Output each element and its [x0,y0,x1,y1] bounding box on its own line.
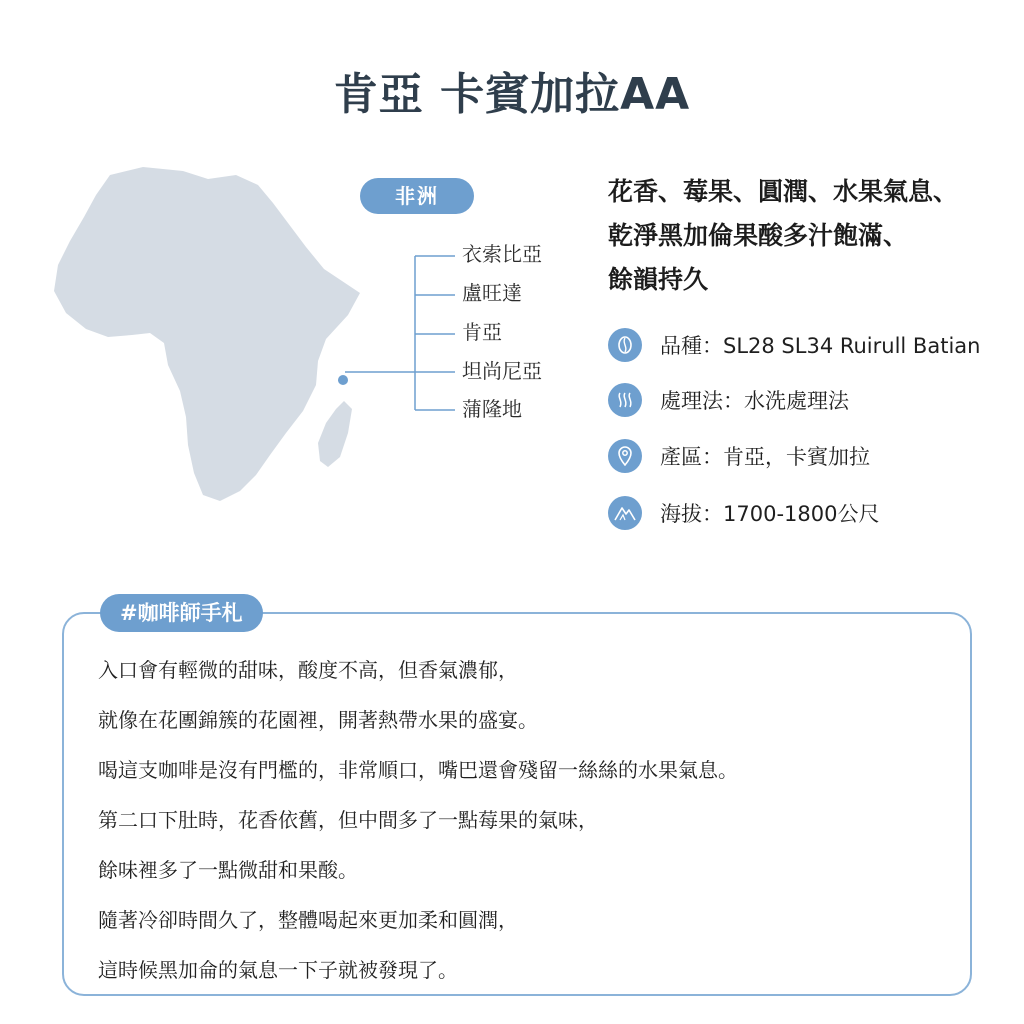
mountain-icon [608,496,642,530]
note-line: 入口會有輕微的甜味，酸度不高，但香氣濃郁， [98,658,518,682]
note-line: 喝這支咖啡是沒有門檻的，非常順口，嘴巴還會殘留一絲絲的水果氣息。 [98,758,738,782]
africa-map [48,165,368,510]
country-item: 盧旺達 [462,281,522,305]
note-line: 第二口下肚時，花香依舊，但中間多了一點莓果的氣味， [98,808,598,832]
steam-waves-icon [608,383,642,417]
location-pin-icon [608,439,642,473]
flavor-line: 餘韻持久 [608,265,709,294]
flavor-line: 花香、莓果、圓潤、水果氣息、 [608,177,959,206]
spec-process [608,380,849,420]
country-tree-lines [340,250,470,420]
spec-text: 海拔：1700-1800公尺 [660,502,880,526]
country-item: 坦尚尼亞 [462,359,542,383]
country-item: 衣索比亞 [462,242,542,266]
country-item: 肯亞 [462,320,502,344]
spec-text: 品種：SL28 SL34 Ruirull Batian [660,334,981,358]
spec-text: 處理法：水洗處理法 [660,389,849,413]
note-line: 餘味裡多了一點微甜和果酸。 [98,858,358,882]
page-title: 肯亞 卡賓加拉AA [333,69,691,120]
note-line: 就像在花團錦簇的花園裡，開著熱帶水果的盛宴。 [98,708,538,732]
note-line: 這時候黑加侖的氣息一下子就被發現了。 [98,958,458,982]
note-line: 隨著冷卻時間久了，整體喝起來更加柔和圓潤， [98,908,518,932]
africa-continent-shape [54,167,360,501]
region-badge: 非洲 [360,178,474,214]
barista-notes-text [98,645,738,995]
country-item: 蒲隆地 [462,397,522,421]
spec-altitude [608,493,879,533]
spec-variety [608,325,980,365]
barista-notes-tag: #咖啡師手札 [100,594,263,632]
flavor-notes [608,170,1018,302]
spec-text: 產區：肯亞，卡賓加拉 [660,445,870,469]
spec-origin [608,436,870,476]
flavor-line: 乾淨黑加倫果酸多汁飽滿、 [608,221,909,250]
coffee-bean-icon [608,328,642,362]
